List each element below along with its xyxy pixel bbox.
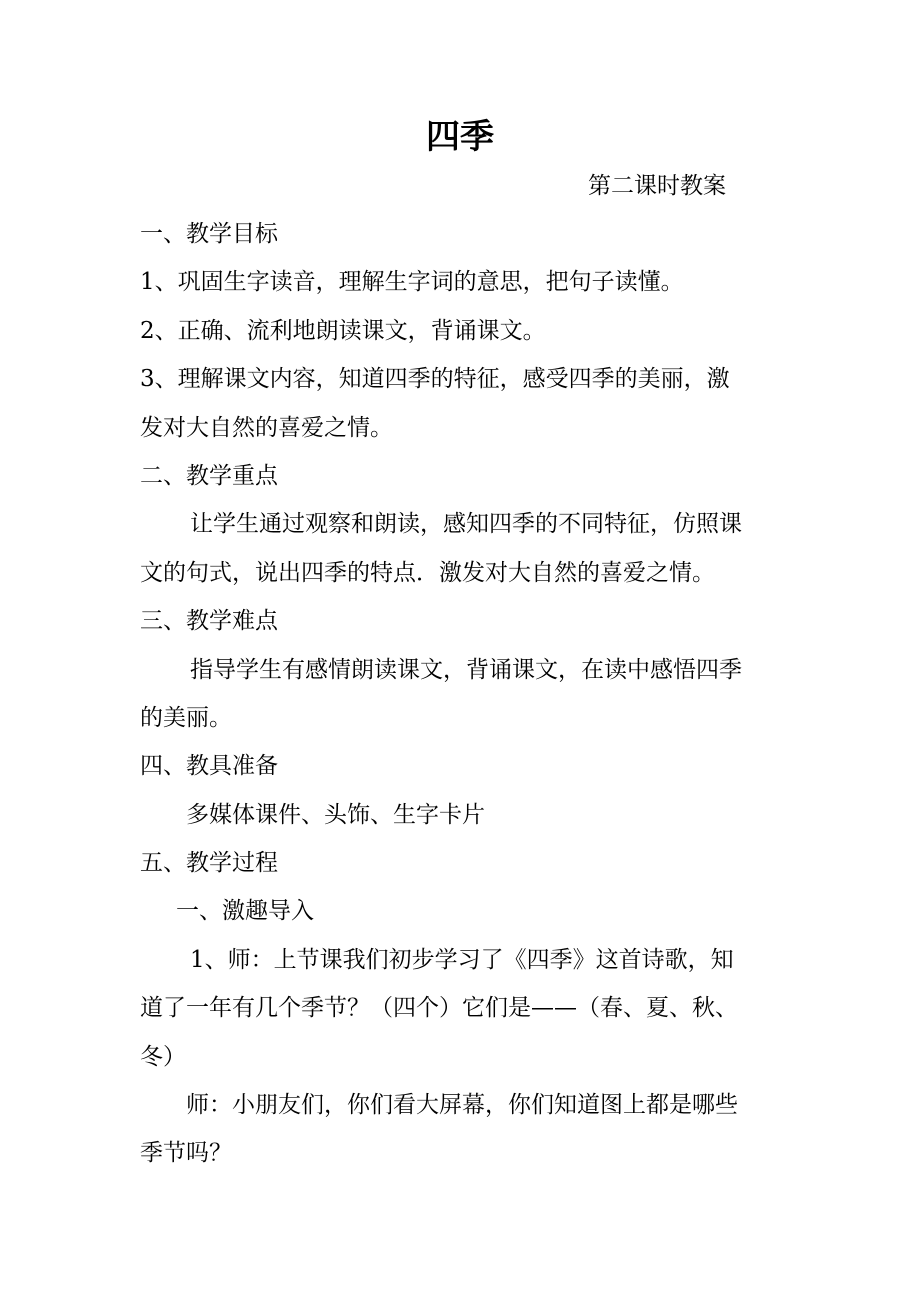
document-title: 四季 bbox=[426, 117, 494, 157]
objective-item: 2、正确、流利地朗读课文，背诵课文。 bbox=[140, 317, 546, 344]
subsection-heading: 一、激趣导入 bbox=[176, 898, 314, 925]
section-heading-process: 五、教学过程 bbox=[140, 850, 278, 877]
objective-item: 3、理解课文内容，知道四季的特征，感受四季的美丽，激 bbox=[140, 366, 730, 393]
section-heading-difficulties: 三、教学难点 bbox=[140, 608, 278, 635]
document-subtitle: 第二课时教案 bbox=[588, 173, 726, 199]
paragraph-line: 1、师：上节课我们初步学习了《四季》这首诗歌，知 bbox=[190, 946, 734, 973]
paragraph-line: 道了一年有几个季节？（四个）它们是——（春、夏、秋、 bbox=[140, 995, 738, 1022]
paragraph-line: 冬） bbox=[140, 1043, 186, 1070]
objective-item: 1、巩固生字读音，理解生字词的意思，把句子读懂。 bbox=[140, 269, 684, 296]
paragraph-line: 的美丽。 bbox=[140, 704, 232, 731]
section-heading-key-points: 二、教学重点 bbox=[140, 462, 278, 489]
section-heading-objectives: 一、教学目标 bbox=[140, 221, 278, 247]
objective-item-continued: 发对大自然的喜爱之情。 bbox=[140, 414, 393, 441]
section-heading-materials: 四、教具准备 bbox=[140, 753, 278, 780]
paragraph-line: 季节吗？ bbox=[140, 1140, 232, 1167]
paragraph-line: 文的句式，说出四季的特点．激发对大自然的喜爱之情。 bbox=[140, 559, 715, 586]
paragraph-line: 让学生通过观察和朗读，感知四季的不同特征，仿照课 bbox=[190, 511, 742, 538]
paragraph-line: 师：小朋友们，你们看大屏幕，你们知道图上都是哪些 bbox=[186, 1092, 738, 1119]
paragraph-line: 多媒体课件、头饰、生字卡片 bbox=[186, 801, 485, 828]
document-body bbox=[140, 210, 790, 1178]
paragraph-line: 指导学生有感情朗读课文，背诵课文，在读中感悟四季 bbox=[190, 656, 742, 683]
